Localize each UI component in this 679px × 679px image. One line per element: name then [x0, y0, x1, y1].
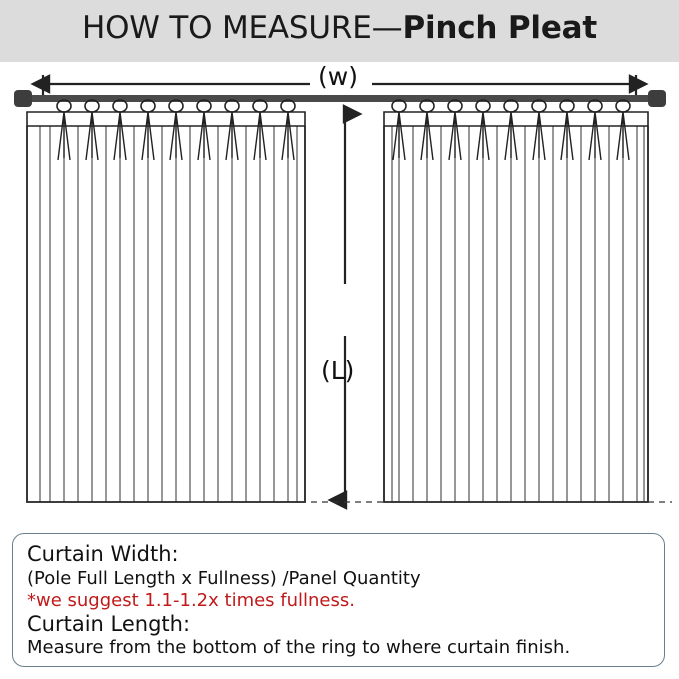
left-curtain-panel — [27, 100, 305, 502]
right-panel-folds — [392, 126, 644, 502]
curtain-length-detail: Measure from the bottom of the ring to where curtain finish. — [27, 637, 571, 659]
fullness-suggestion-note: *we suggest 1.1-1.2x times fullness. — [27, 589, 355, 611]
measurement-info-box — [12, 533, 665, 667]
curtain-width-formula: (Pole Full Length x Fullness) /Panel Quantity — [27, 567, 421, 589]
curtain-length-heading: Curtain Length: — [27, 611, 191, 636]
page-title — [0, 10, 679, 46]
curtain-width-heading: Curtain Width: — [27, 542, 179, 566]
length-dimension-label: (L) — [321, 356, 355, 385]
curtain-diagram — [0, 62, 679, 532]
page-title-suffix: Pinch Pleat — [402, 10, 597, 46]
width-dimension-label: (w) — [318, 62, 358, 91]
page-title-prefix: HOW TO MEASURE— — [81, 10, 403, 46]
curtain-rod — [14, 90, 666, 107]
right-curtain-panel — [384, 100, 648, 502]
left-panel-folds — [40, 126, 297, 502]
